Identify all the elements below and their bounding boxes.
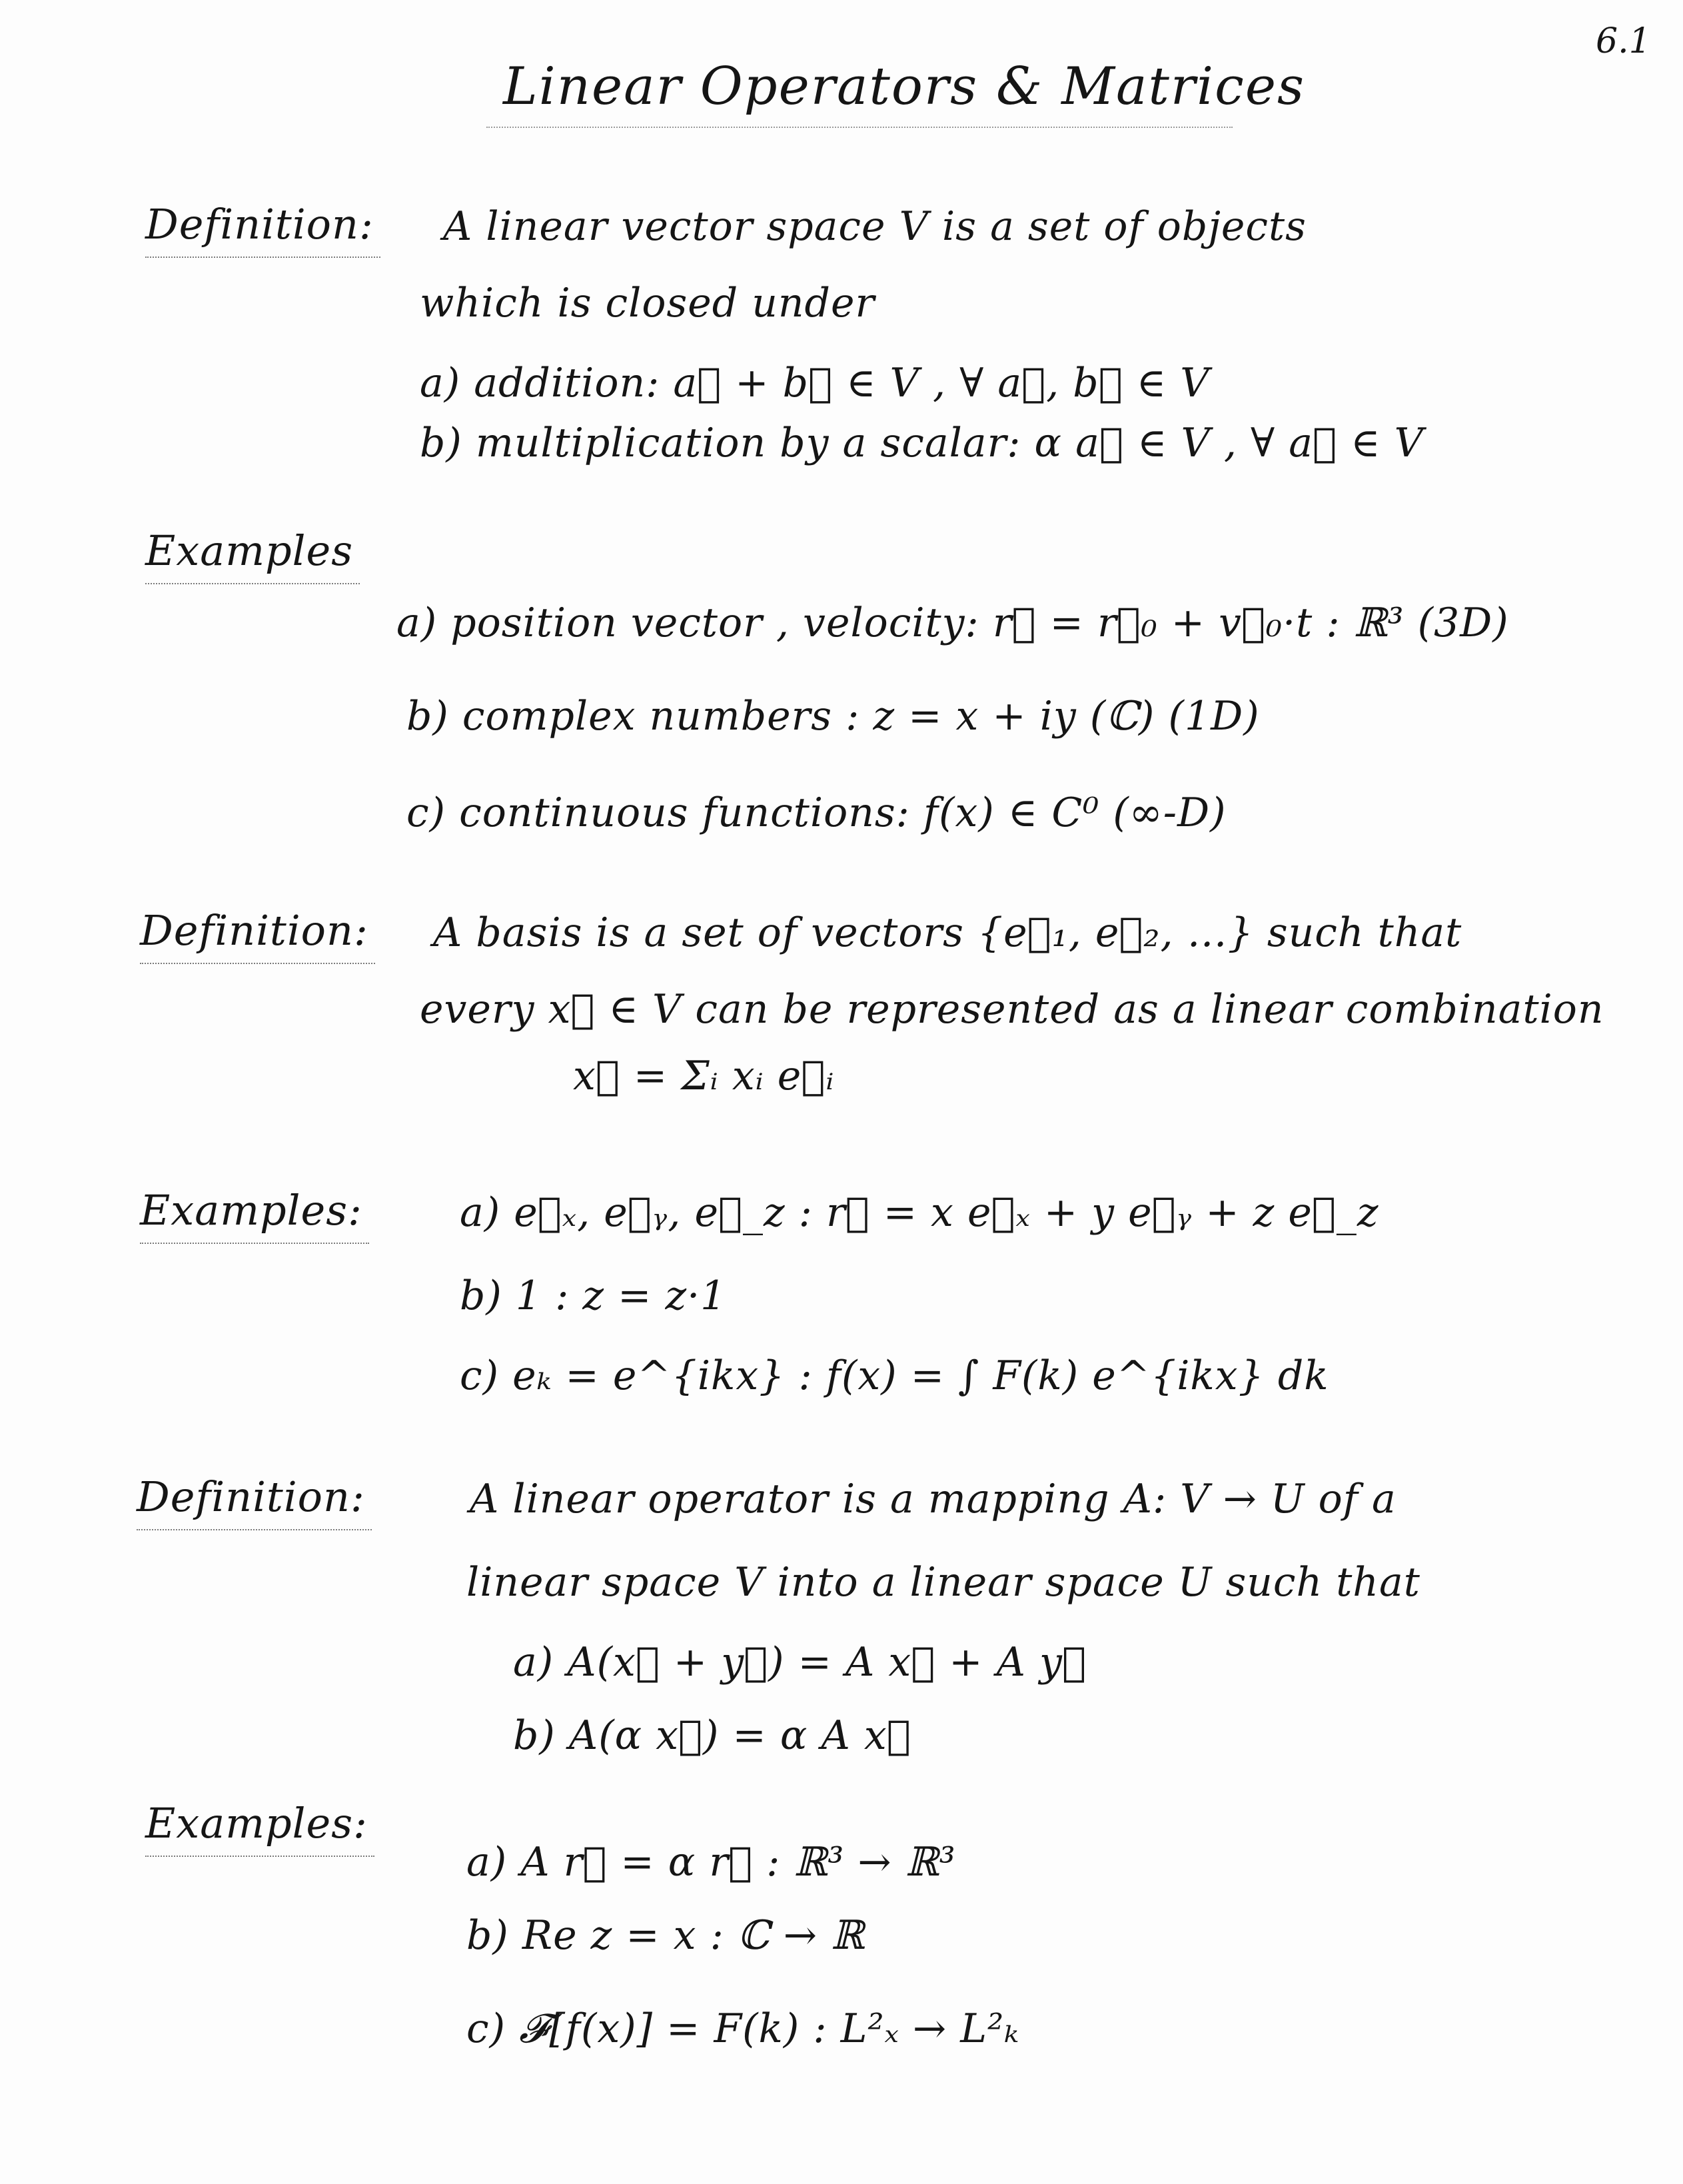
definition-item: a) A(x⃗ + y⃗) = A x⃗ + A y⃗ bbox=[513, 1639, 1087, 1686]
definition-line: A linear operator is a mapping A: V → U of a bbox=[470, 1476, 1397, 1522]
definition-line: every x⃗ ∈ V can be represented as a linear combination bbox=[420, 986, 1604, 1033]
example-item: c) eₖ = e^{ikx} : f(x) = ∫ F(k) e^{ikx} dk bbox=[460, 1353, 1329, 1399]
example-item: b) complex numbers : z = x + iy (ℂ) (1D) bbox=[406, 693, 1260, 740]
example-item: c) 𝓕[f(x)] = F(k) : L²ₓ → L²ₖ bbox=[466, 2005, 1020, 2052]
example-item: a) A r⃗ = α r⃗ : ℝ³ → ℝ³ bbox=[466, 1839, 956, 1886]
definition-item: a) addition: a⃗ + b⃗ ∈ V , ∀ a⃗, b⃗ ∈ V bbox=[420, 360, 1210, 406]
definition-line: which is closed under bbox=[420, 280, 875, 326]
definition-item: b) A(α x⃗) = α A x⃗ bbox=[513, 1712, 911, 1759]
definition-item: b) multiplication by a scalar: α a⃗ ∈ V , ∀ a⃗ ∈ V bbox=[420, 420, 1424, 466]
example-item: b) Re z = x : ℂ → ℝ bbox=[466, 1912, 865, 1959]
section-label-examples-operator: Examples: bbox=[145, 1799, 368, 1848]
example-item: c) continuous functions: f(x) ∈ C⁰ (∞-D) bbox=[406, 790, 1227, 836]
title-underline bbox=[486, 127, 1233, 128]
page-title: Linear Operators & Matrices bbox=[503, 57, 1306, 117]
section-label-examples-vector-space: Examples bbox=[145, 526, 354, 575]
section-label-examples-basis: Examples: bbox=[140, 1186, 362, 1235]
definition-line: linear space V into a linear space U such that bbox=[466, 1559, 1420, 1606]
section-label-definition-vector-space: Definition: bbox=[145, 200, 374, 249]
example-item: a) position vector , velocity: r⃗ = r⃗₀ + v⃗₀·t : ℝ³ (3D) bbox=[396, 600, 1509, 646]
definition-line: A linear vector space V is a set of objects bbox=[443, 203, 1307, 250]
example-item: b) 1 : z = z·1 bbox=[460, 1273, 727, 1319]
section-label-definition-basis: Definition: bbox=[140, 906, 368, 955]
page-number: 6.1 bbox=[1596, 21, 1651, 61]
basis-formula: x⃗ = Σᵢ xᵢ e⃗ᵢ bbox=[573, 1053, 835, 1099]
example-item: a) e⃗ₓ, e⃗ᵧ, e⃗_z : r⃗ = x e⃗ₓ + y e⃗ᵧ + z e⃗_z bbox=[460, 1189, 1379, 1236]
definition-line: A basis is a set of vectors {e⃗₁, e⃗₂, …} such that bbox=[433, 909, 1462, 956]
section-label-definition-operator: Definition: bbox=[137, 1472, 365, 1521]
